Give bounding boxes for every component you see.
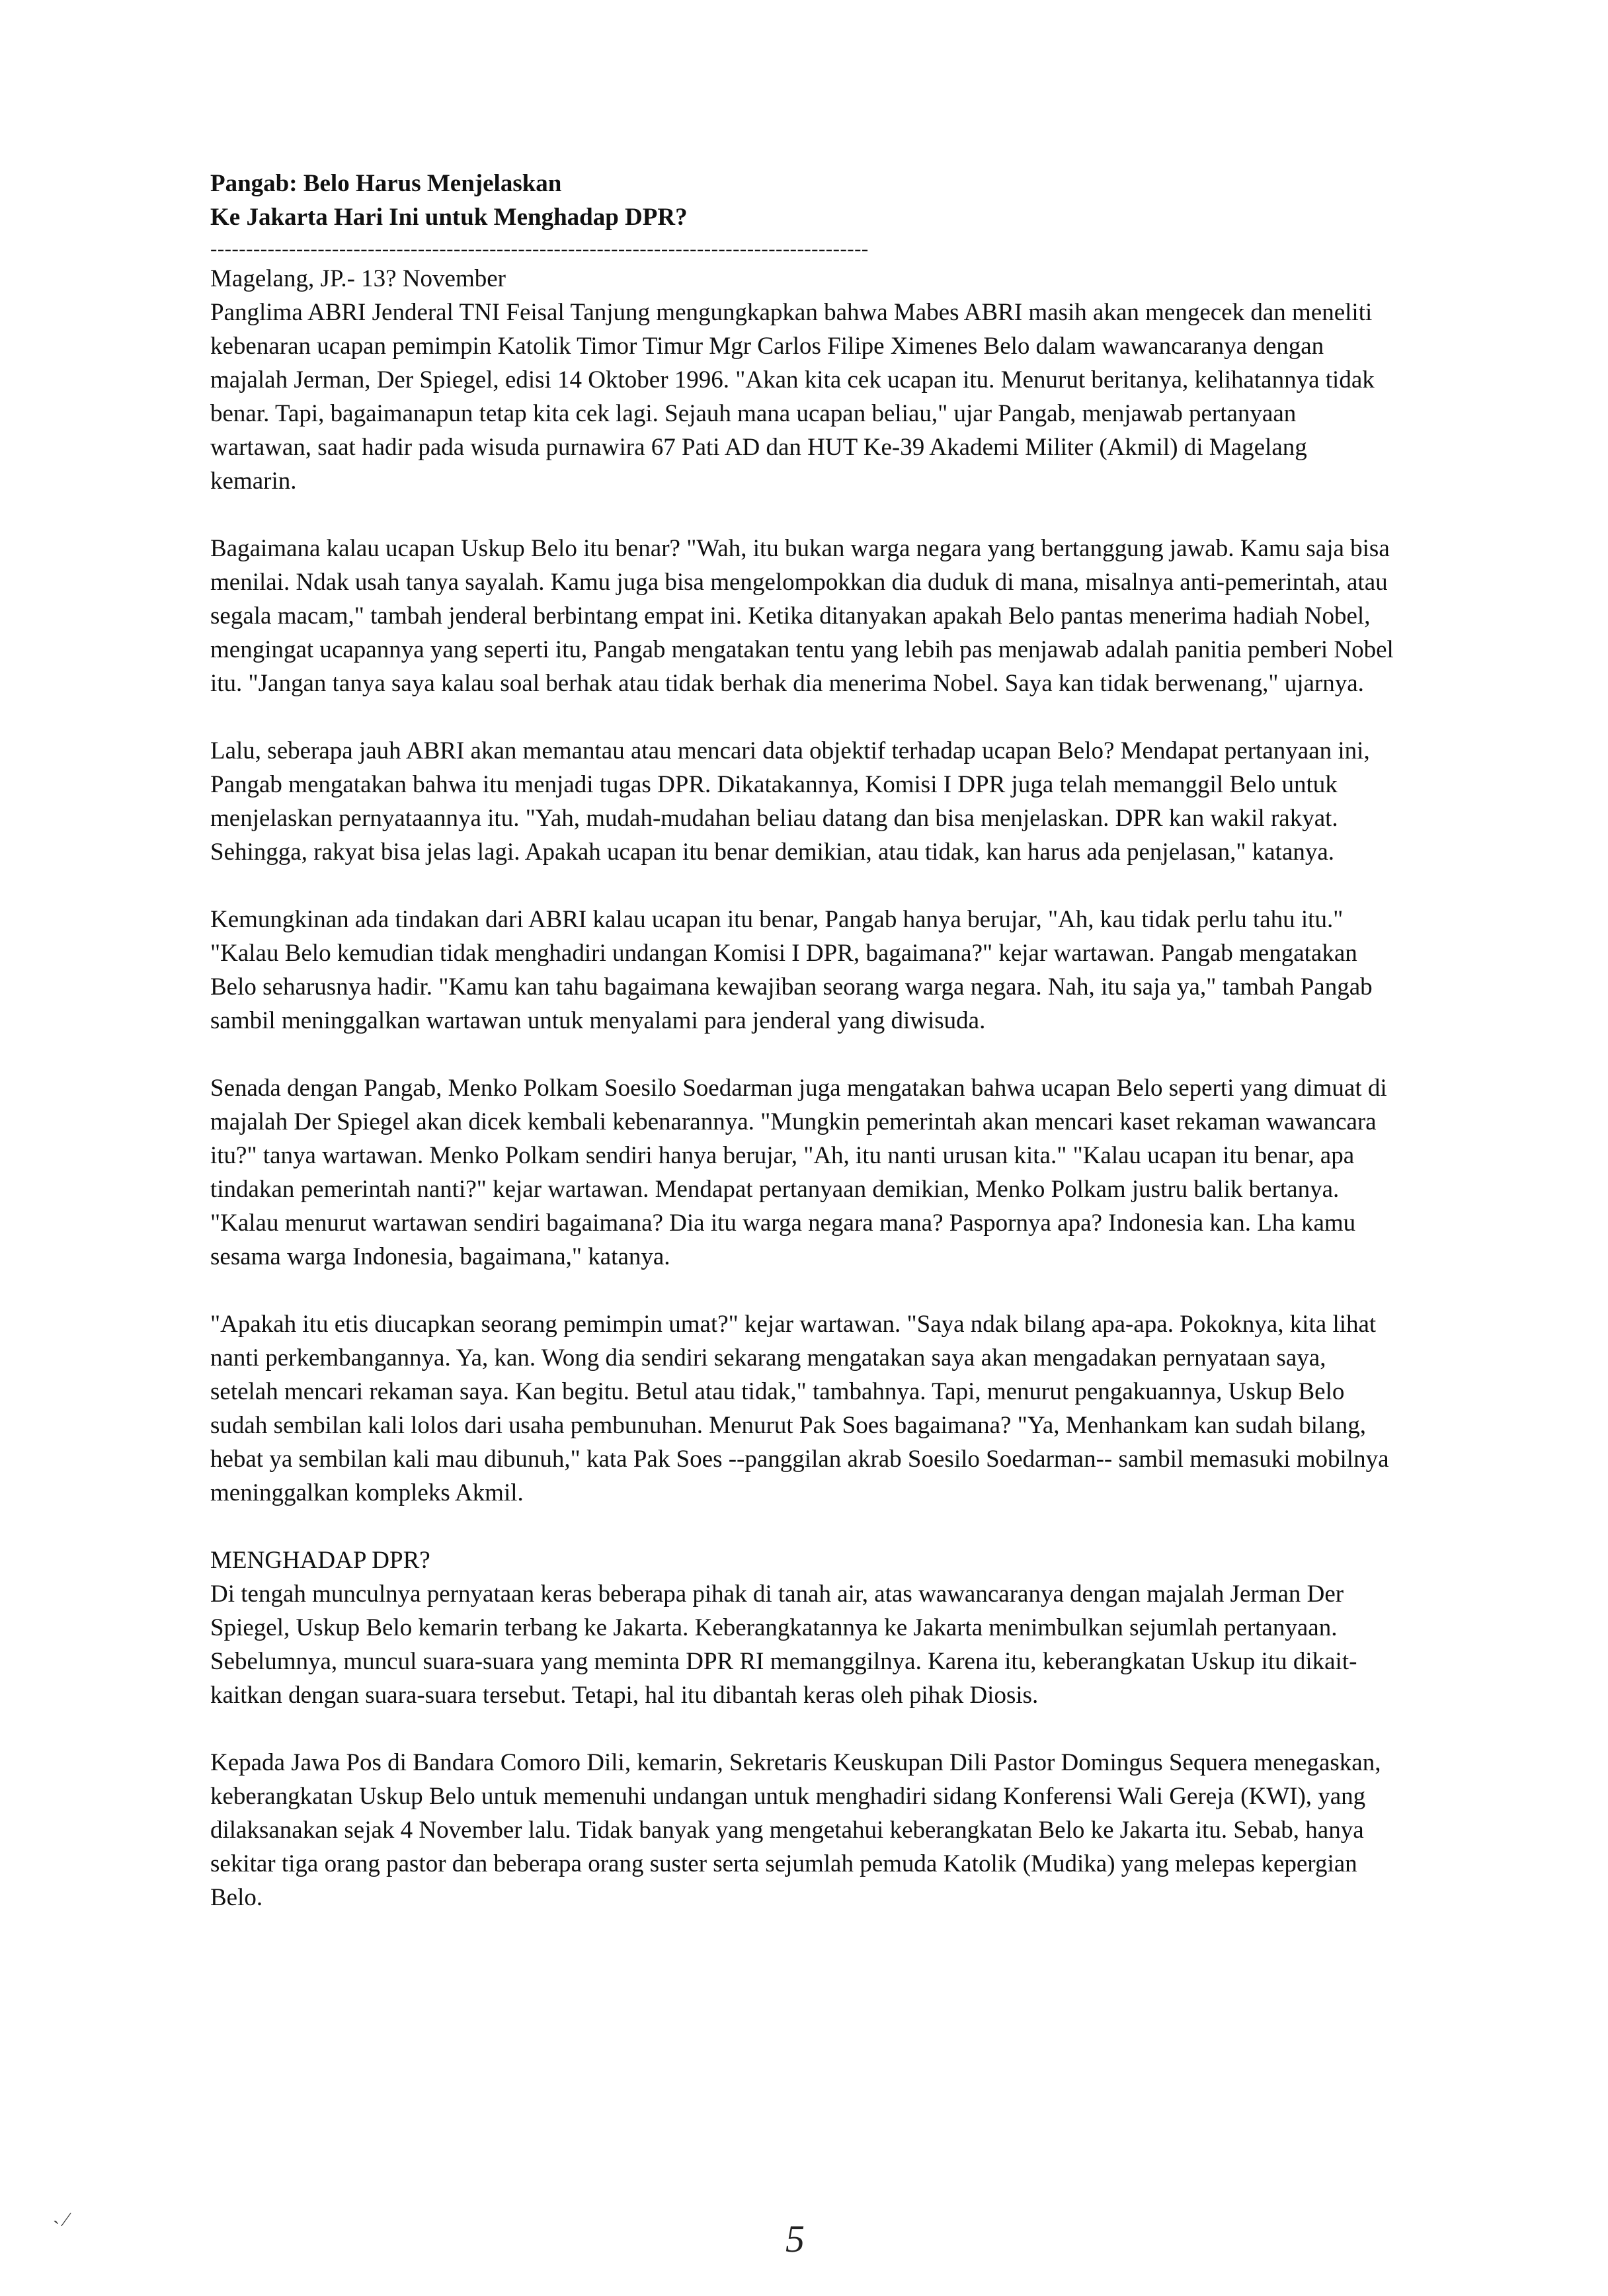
dateline: Magelang, JP.- 13? November xyxy=(210,265,506,292)
paragraph-6: "Apakah itu etis diucapkan seorang pemimpin umat?" kejar wartawan. "Saya ndak bilang apa-apa. Pokoknya, kita lihat nanti perkembangannya. Ya, kan. Wong dia sendiri sekarang mengatakan saya akan mengadakan pernyataan saya, setelah mencari rekaman saya. Kan begitu. Betul atau tidak," tambahnya. Tapi, menurut pengakuannya, Uskup Belo sudah sembilan kali lolos dari usaha pembunuhan. Menurut Pak Soes bagaimana? "Ya, Menhankam kan sudah bilang, hebat ya sembilan kali mau dibunuh," kata Pak Soes --panggilan akrab Soesilo Soedarman-- sambil memasuki mobilnya meninggalkan kompleks Akmil. xyxy=(210,1311,1389,1506)
headline-line-2: Ke Jakarta Hari Ini untuk Menghadap DPR? xyxy=(210,204,688,231)
paragraph-7: Di tengah munculnya pernyataan keras beberapa pihak di tanah air, atas wawancaranya dengan majalah Jerman Der Spiegel, Uskup Belo kemarin terbang ke Jakarta. Keberangkatannya ke Jakarta menimbulkan sejumlah pertanyaan. Sebelumnya, muncul suara-suara yang meminta DPR RI memanggilnya. Karena itu, keberangkatan Uskup itu dikait-kaitkan dengan suara-suara tersebut. Tetapi, hal itu dibantah keras oleh pihak Diosis. xyxy=(210,1580,1357,1709)
paragraph-2: Bagaimana kalau ucapan Uskup Belo itu benar? "Wah, itu bukan warga negara yang bertanggung jawab. Kamu saja bisa menilai. Ndak usah tanya sayalah. Kamu juga bisa mengelompokkan dia duduk di mana, misalnya anti-pemerintah, atau segala macam," tambah jenderal berbintang empat ini. Ketika ditanyakan apakah Belo pantas menerima hadiah Nobel, mengingat ucapannya yang seperti itu, Pangab mengatakan tentu yang lebih pas menjawab adalah panitia pemberi Nobel itu. "Jangan tanya saya kalau soal berhak atau tidak berhak dia menerima Nobel. Saya kan tidak berwenang," ujarnya. xyxy=(210,535,1394,697)
page-number: 5 xyxy=(785,2217,805,2260)
dashed-divider: -------------------------------------------------------------------------------------------- xyxy=(210,237,869,260)
headline-line-1: Pangab: Belo Harus Menjelaskan xyxy=(210,170,562,197)
paragraph-5: Senada dengan Pangab, Menko Polkam Soesilo Soedarman juga mengatakan bahwa ucapan Belo seperti yang dimuat di majalah Der Spiegel akan dicek kembali kebenarannya. "Mungkin pemerintah akan mencari kaset rekaman wawancara itu?" tanya wartawan. Menko Polkam sendiri hanya berujar, "Ah, itu nanti urusan kita." "Kalau ucapan itu benar, apa tindakan pemerintah nanti?" kejar wartawan. Mendapat pertanyaan demikian, Menko Polkam justru balik bertanya. "Kalau menurut wartawan sendiri bagaimana? Dia itu warga negara mana? Paspornya apa? Indonesia kan. Lha kamu sesama warga Indonesia, bagaimana," katanya. xyxy=(210,1075,1387,1270)
paragraph-4: Kemungkinan ada tindakan dari ABRI kalau ucapan itu benar, Pangab hanya berujar, "Ah, kau tidak perlu tahu itu." "Kalau Belo kemudian tidak menghadiri undangan Komisi I DPR, bagaimana?" kejar wartawan. Pangab mengatakan Belo seharusnya hadir. "Kamu kan tahu bagaimana kewajiban seorang warga negara. Nah, itu saja ya," tambah Pangab sambil meninggalkan wartawan untuk menyalami para jenderal yang diwisuda. xyxy=(210,906,1373,1034)
margin-mark: ˴ ⁄ xyxy=(53,2209,68,2231)
article xyxy=(210,167,1394,1948)
paragraph-3: Lalu, seberapa jauh ABRI akan memantau atau mencari data objektif terhadap ucapan Belo? Mendapat pertanyaan ini, Pangab mengatakan bahwa itu menjadi tugas DPR. Dikatakannya, Komisi I DPR juga telah memanggil Belo untuk menjelaskan pernyataannya itu. "Yah, mudah-mudahan beliau datang dan bisa menjelaskan. DPR kan wakil rakyat. Sehingga, rakyat bisa jelas lagi. Apakah ucapan itu benar demikian, atau tidak, kan harus ada penjelasan," katanya. xyxy=(210,737,1370,866)
section-subhead: MENGHADAP DPR? xyxy=(210,1547,430,1574)
paragraph-8: Kepada Jawa Pos di Bandara Comoro Dili, kemarin, Sekretaris Keuskupan Dili Pastor Domingus Sequera menegaskan, keberangkatan Uskup Belo untuk memenuhi undangan untuk menghadiri sidang Konferensi Wali Gereja (KWI), yang dilaksanakan sejak 4 November lalu. Tidak banyak yang mengetahui keberangkatan Belo ke Jakarta itu. Sebab, hanya sekitar tiga orang pastor dan beberapa orang suster serta sejumlah pemuda Katolik (Mudika) yang melepas kepergian Belo. xyxy=(210,1749,1381,1911)
paragraph-1: Panglima ABRI Jenderal TNI Feisal Tanjung mengungkapkan bahwa Mabes ABRI masih akan mengecek dan meneliti kebenaran ucapan pemimpin Katolik Timor Timur Mgr Carlos Filipe Ximenes Belo dalam wawancaranya dengan majalah Jerman, Der Spiegel, edisi 14 Oktober 1996. "Akan kita cek ucapan itu. Menurut beritanya, kelihatannya tidak benar. Tapi, bagaimanapun tetap kita cek lagi. Sejauh mana ucapan beliau," ujar Pangab, menjawab pertanyaan wartawan, saat hadir pada wisuda purnawira 67 Pati AD dan HUT Ke-39 Akademi Militer (Akmil) di Magelang kemarin. xyxy=(210,299,1375,495)
